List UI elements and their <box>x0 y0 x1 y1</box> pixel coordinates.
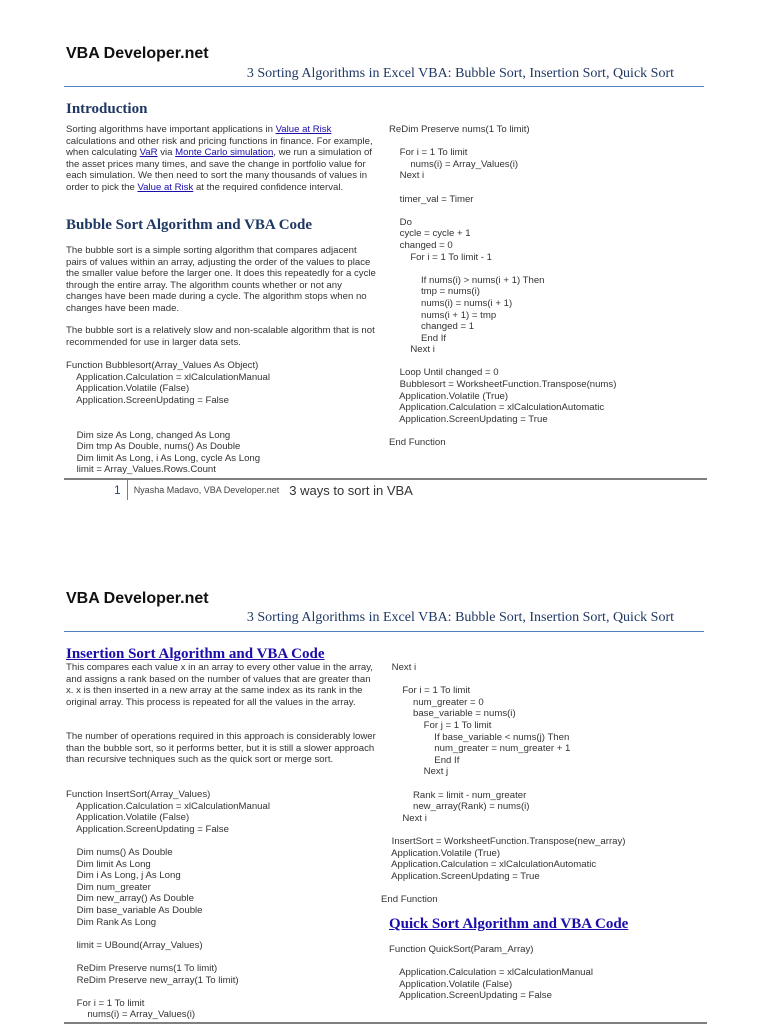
bubble-sort-paragraph-2: The bubble sort is a relatively slow and non-scalable algorithm that is not recommended for use in larger data sets. <box>66 325 375 348</box>
page-footer <box>114 480 413 500</box>
site-name: VBA Developer.net <box>66 45 209 62</box>
page-number: 1 <box>114 483 121 497</box>
insertion-sort-paragraph-1: This compares each value x in an array to every other value in the array, and assigns a rank based on the number of values that are greater than x. x is then inserted in a new array at the same index as its rank in the original array. This process is repeated for all the values in the array. <box>66 662 373 708</box>
header-divider <box>64 86 704 87</box>
quick-sort-code: Function QuickSort(Param_Array) Application.Calculation = xlCalculationManual Application.Volatile (False) Application.ScreenUpdating = False <box>389 944 593 1002</box>
quick-sort-heading[interactable]: Quick Sort Algorithm and VBA Code <box>389 916 629 932</box>
bubble-sort-heading: Bubble Sort Algorithm and VBA Code <box>66 217 313 233</box>
value-at-risk-link-2[interactable]: Value at Risk <box>137 181 194 193</box>
monte-carlo-simulation-link[interactable]: Monte Carlo simulation <box>175 147 274 159</box>
insertion-sort-code-left: Function InsertSort(Array_Values) Application.Calculation = xlCalculationManual Application.Volatile (False) Application.ScreenUpdating = False Dim nums() As Double Dim limit As Long Dim i As Long, j As Long Dim num_greater Dim new_array() As Double Dim base_variable As Double Dim Rank As Long limit = UBound(Array_Values) ReDim Preserve nums(1 To limit) ReDim Preserve new_array(1 To limit) For i = 1 To limit nums(i) = Array_Values(i) <box>66 789 270 1021</box>
footer-topic: 3 ways to sort in VBA <box>289 482 413 498</box>
introduction-paragraph: Sorting algorithms have important applications in Value at Risk calculations and other risk and pricing functions in finance. For example, when calculating VaR via Monte Carlo simulation, we run a simulation of the asset prices many times, and save the change in portfolio value for each simulation. We then need to sort the many thousands of values in order to pick the Value at Risk at the required confidence interval. <box>66 124 373 193</box>
value-at-risk-link[interactable]: Value at Risk <box>275 124 332 135</box>
bubble-sort-code-left: Function Bubblesort(Array_Values As Object) Application.Calculation = xlCalculationManual Application.Volatile (False) Application.ScreenUpdating = False Dim size As Long, changed As Long Dim tmp As Double, nums() As Double Dim limit As Long, i As Long, cycle As Long limit = Array_Values.Rows.Count <box>66 360 270 476</box>
site-name-2: VBA Developer.net <box>66 590 209 607</box>
header-divider-2 <box>64 631 704 632</box>
insertion-sort-heading[interactable]: Insertion Sort Algorithm and VBA Code <box>66 646 325 662</box>
bubble-sort-code-right: ReDim Preserve nums(1 To limit) For i = 1 To limit nums(i) = Array_Values(i) Next i timer_val = Timer Do cycle = cycle + 1 changed = 0 For i = 1 To limit - 1 If nums(i) > nums(i + 1) Then tmp = nums(i) nums(i) = nums(i + 1) nums(i + 1) = tmp changed = 1 End If Next i Loop Until changed = 0 Bubblesort = WorksheetFunction.Transpose(nums) Application.Volatile (True) Application.Calculation = xlCalculationAutomatic Application.ScreenUpdating = True End Function <box>389 124 617 449</box>
var-link[interactable]: VaR <box>139 147 158 159</box>
introduction-heading: Introduction <box>66 101 148 117</box>
document-subtitle: 3 Sorting Algorithms in Excel VBA: Bubble Sort, Insertion Sort, Quick Sort <box>246 66 674 81</box>
document-page-2 <box>0 540 768 1024</box>
bubble-sort-paragraph-1: The bubble sort is a simple sorting algorithm that compares adjacent pairs of values within an array, adjusting the order of the values to place the smaller value before the larger one. It does this repeatedly for a cycle through the entire array. The algorithm counts whether or not any changes have been made during a cycle. The algorithm stops when no changes have been made. <box>66 245 376 314</box>
footer-author: Nyasha Madavo, VBA Developer.net <box>133 485 280 495</box>
insertion-sort-code-right: Next i For i = 1 To limit num_greater = 0 base_variable = nums(i) For j = 1 To limit If base_variable < nums(j) Then num_greater = num_greater + 1 End If Next j Rank = limit - num_greater new_array(Rank) = nums(i) Next i InsertSort = WorksheetFunction.Transpose(new_array) Application.Volatile (True) Application.Calculation = xlCalculationAutomatic Application.ScreenUpdating = True End Function <box>381 662 626 905</box>
insertion-sort-paragraph-2: The number of operations required in this approach is considerably lower than the bubble sort, so it performs better, but it is still a slower approach than recursive techniques such as the quick sort or merge sort. <box>66 731 376 766</box>
footer-separator <box>127 480 128 500</box>
document-subtitle-2: 3 Sorting Algorithms in Excel VBA: Bubble Sort, Insertion Sort, Quick Sort <box>246 610 674 625</box>
